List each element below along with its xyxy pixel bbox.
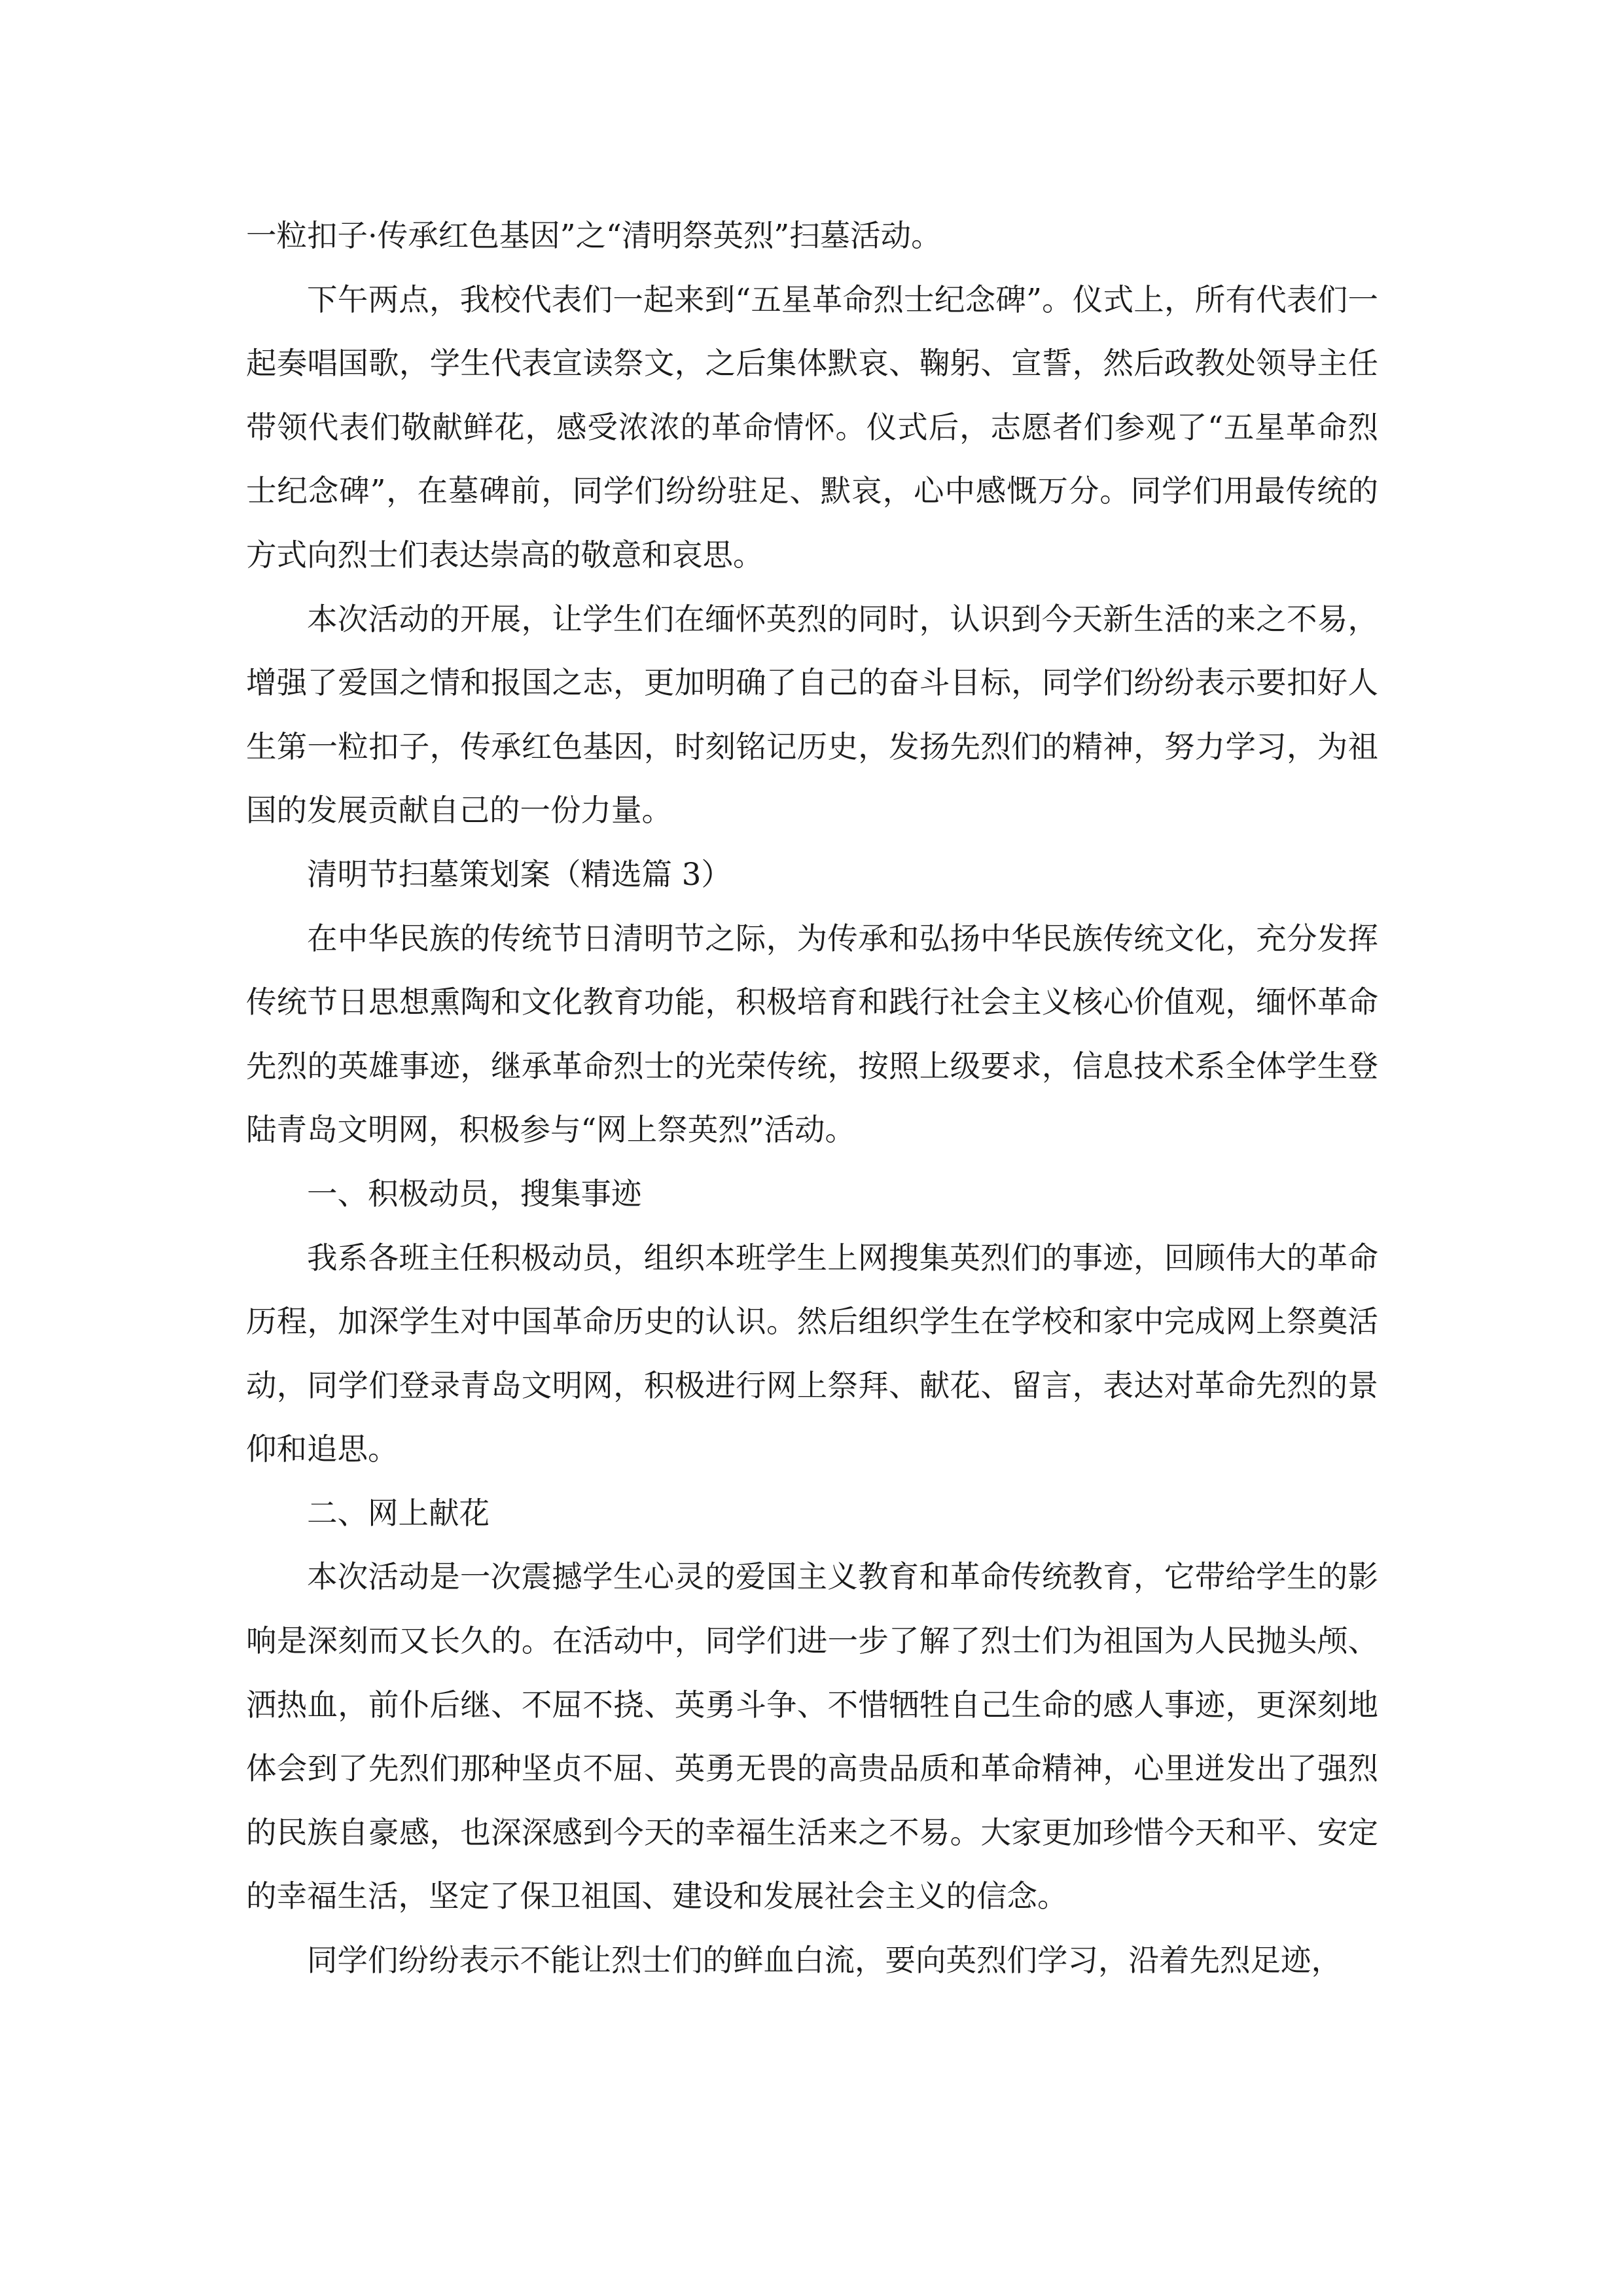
- paragraph-ceremony: 下午两点，我校代表们一起来到“五星革命烈士纪念碑”。仪式上，所有代表们一起奏唱国歌，学生代表宣读祭文，之后集体默哀、鞠躬、宣誓，然后政教处领导主任带领代表们敬献鲜花，感受浓浓的革命情怀。仪式后，志愿者们参观了“五星革命烈士纪念碑”，在墓碑前，同学们纷纷驻足、默哀，心中感慨万分。同学们用最传统的方式向烈士们表达崇高的敬意和哀思。: [246, 281, 1378, 573]
- paragraph-impact: 本次活动是一次震撼学生心灵的爱国主义教育和革命传统教育，它带给学生的影响是深刻而又长久的。在活动中，同学们进一步了解了烈士们为祖国为人民抛头颅、洒热血，前仆后继、不屈不挠、英勇斗争、不惜牺牲自己生命的感人事迹，更深刻地体会到了先烈们那种坚贞不屈、英勇无畏的高贵品质和革命精神，心里迸发出了强烈的民族自豪感，也深深感到今天的幸福生活来之不易。大家更加珍惜今天和平、安定的幸福生活，坚定了保卫祖国、建设和发展社会主义的信念。: [246, 1559, 1378, 1914]
- heading-mobilize: 一、积极动员，搜集事迹: [307, 1175, 642, 1211]
- paragraph-significance: 本次活动的开展，让学生们在缅怀英烈的同时，认识到今天新生活的来之不易，增强了爱国之情和报国之志，更加明确了自己的奋斗目标，同学们纷纷表示要扣好人生第一粒扣子，传承红色基因，时刻铭记历史，发扬先烈们的精神，努力学习，为祖国的发展贡献自己的一份力量。: [246, 601, 1378, 829]
- heading-online-flowers: 二、网上献花: [307, 1495, 490, 1531]
- paragraph-continuation: 一粒扣子·传承红色基因”之“清明祭英烈”扫墓活动。: [246, 218, 942, 253]
- paragraph-intro: 在中华民族的传统节日清明节之际，为传承和弘扬中华民族传统文化，充分发挥传统节日思想熏陶和文化教育功能，积极培育和践行社会主义核心价值观，缅怀革命先烈的英雄事迹，继承革命烈士的光荣传统，按照上级要求，信息技术系全体学生登陆青岛文明网，积极参与“网上祭英烈”活动。: [246, 920, 1378, 1148]
- paragraph-closing: 同学们纷纷表示不能让烈士们的鲜血白流，要向英烈们学习，沿着先烈足迹，: [307, 1943, 1342, 1979]
- document-body: [246, 204, 1378, 1993]
- paragraph-mobilize: 我系各班主任积极动员，组织本班学生上网搜集英烈们的事迹，回顾伟大的革命历程，加深学生对中国革命历史的认识。然后组织学生在学校和家中完成网上祭奠活动，同学们登录青岛文明网，积极进行网上祭拜、献花、留言，表达对革命先烈的景仰和追思。: [246, 1240, 1378, 1467]
- section-title: 清明节扫墓策划案（精选篇 3）: [307, 856, 732, 892]
